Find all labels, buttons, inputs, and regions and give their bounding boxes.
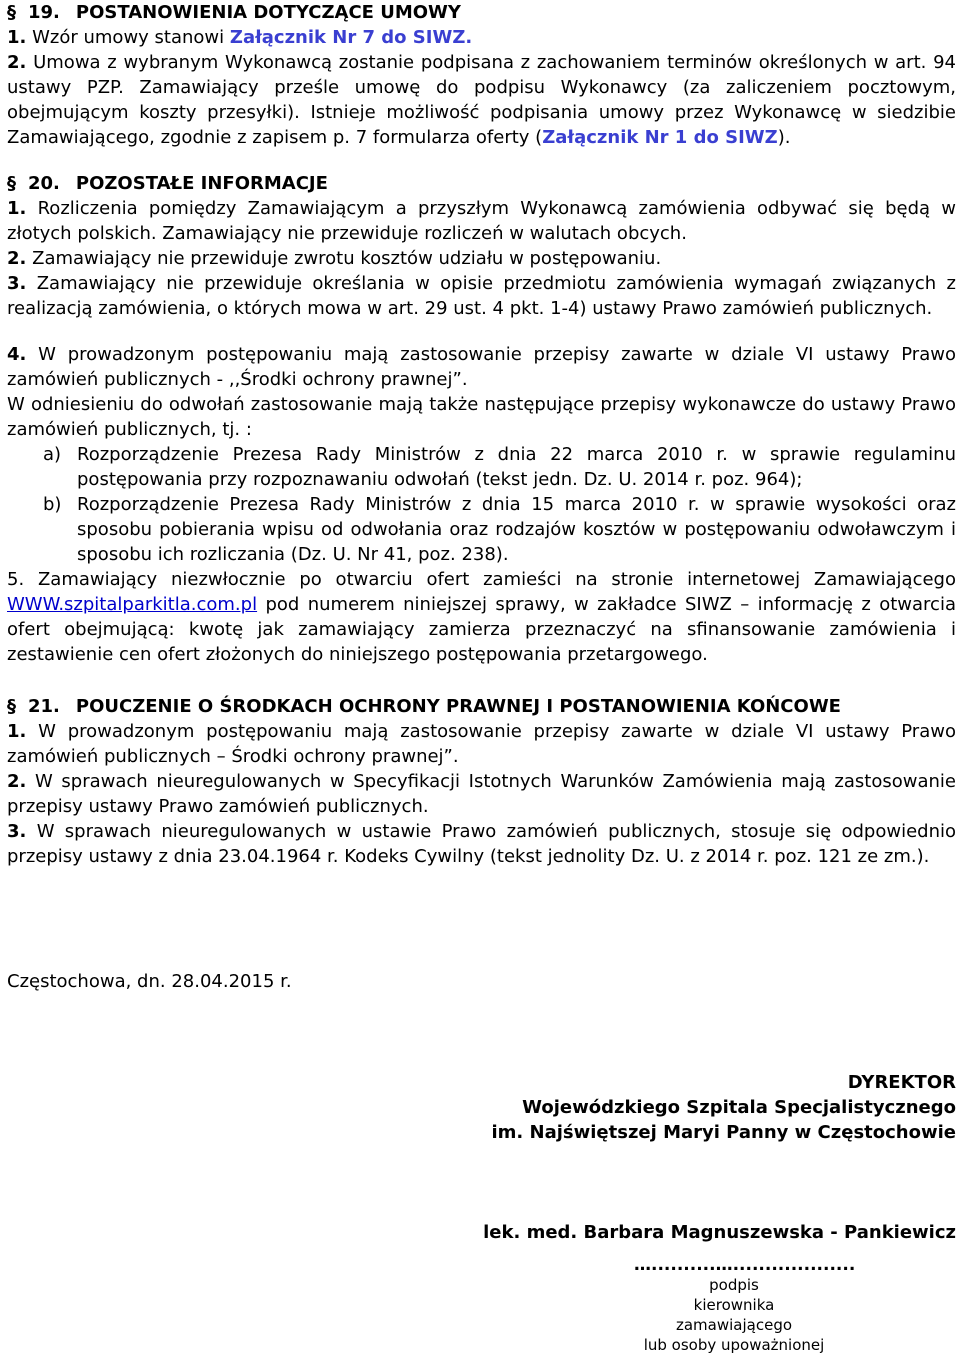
place-and-date: Częstochowa, dn. 28.04.2015 r. bbox=[7, 971, 292, 992]
point-text: Zamawiający niezwłocznie po otwarciu ofert zamieści na stronie internetowej Zamawiającego bbox=[37, 569, 956, 590]
signature-note bbox=[7, 1255, 956, 1357]
point-number: 3. bbox=[7, 821, 27, 842]
point-text: Zamawiający nie przewiduje zwrotu kosztów udziału w postępowaniu. bbox=[32, 248, 662, 269]
point-text: W prowadzonym postępowaniu mają zastosowanie przepisy zawarte w dziale VI ustawy Prawo zamówień publicznych – Środki ochrony prawnej”. bbox=[7, 721, 956, 767]
s20-subpoint-b bbox=[7, 492, 956, 567]
point-number: 1. bbox=[7, 721, 27, 742]
section-sign: § bbox=[7, 2, 16, 23]
point-text: W sprawach nieuregulowanych w Specyfikacji Istotnych Warunków Zamówienia mają zastosowanie przepisy ustawy Prawo zamówień publicznych. bbox=[7, 771, 956, 817]
point-text: W prowadzonym postępowaniu mają zastosowanie przepisy zawarte w dziale VI ustawy Prawo zamówień publicznych - ,,Środki ochrony prawnej”. bbox=[7, 344, 956, 390]
point-number: 5. bbox=[7, 569, 25, 590]
signature-block bbox=[7, 1070, 956, 1245]
point-number: 1. bbox=[7, 27, 27, 48]
attachment-1-ref: Załącznik Nr 1 do SIWZ bbox=[542, 127, 778, 148]
point-text: Umowa z wybranym Wykonawcą zostanie podpisana z zachowaniem terminów określonych w art. 94 ustawy PZP. Zamawiający prześle umowę do podpisu Wykonawcy (za zaliczeniem pocztowym, obejmującym koszty przesyłki). Istnieje możliwość podpisania umowy przez Wykonawcę w siedzibie Zamawiającego, zgodnie z zapisem p. 7 formularza oferty ( bbox=[7, 52, 956, 148]
s20-point-1 bbox=[7, 196, 956, 246]
point-text: Rozliczenia pomiędzy Zamawiającym a przyszłym Wykonawcą zamówienia odbywać się będą w złotych polskich. Zamawiający nie przewiduje rozliczeń w walutach obcych. bbox=[7, 198, 956, 244]
point-number: 4. bbox=[7, 344, 27, 365]
s20-point-4 bbox=[7, 342, 956, 392]
signatory-title: DYREKTOR bbox=[847, 1072, 956, 1093]
subpoint-text: Rozporządzenie Prezesa Rady Ministrów z dnia 15 marca 2010 r. w sprawie wysokości oraz sposobu pobierania wpisu od odwołania oraz rodzajów kosztów w postępowaniu odwoławczym i sposobu ich rozliczania (Dz. U. Nr 41, poz. 238). bbox=[77, 494, 956, 565]
s20-point-5 bbox=[7, 567, 956, 667]
point-number: 2. bbox=[7, 248, 27, 269]
subpoint-text: Rozporządzenie Prezesa Rady Ministrów z dnia 22 marca 2010 r. w sprawie regulaminu postępowania przy rozpoznawaniu odwołań (tekst jedn. Dz. U. 2014 r. poz. 964); bbox=[77, 444, 956, 490]
section-sign: § bbox=[7, 173, 16, 194]
note-line-1: podpis bbox=[709, 1276, 759, 1294]
note-line-2: kierownika zamawiającego bbox=[675, 1296, 793, 1334]
section-20-heading bbox=[7, 171, 956, 196]
s21-point-3 bbox=[7, 819, 956, 869]
s19-point-1 bbox=[7, 25, 956, 50]
section-title: POZOSTAŁE INFORMACJE bbox=[75, 173, 328, 194]
note-line-3: lub osoby upoważnionej bbox=[643, 1336, 825, 1354]
point-number: 2. bbox=[7, 52, 27, 73]
section-21-heading bbox=[7, 694, 956, 719]
section-number: 21. bbox=[28, 696, 60, 717]
institution-name-2: im. Najświętszej Maryi Panny w Częstochowie bbox=[491, 1122, 956, 1143]
institution-name: Wojewódzkiego Szpitala Specjalistycznego bbox=[522, 1097, 956, 1118]
subpoint-letter: a) bbox=[43, 444, 62, 465]
point-number: 2. bbox=[7, 771, 27, 792]
s20-subpoint-a bbox=[7, 442, 956, 492]
signatory-name: lek. med. Barbara Magnuszewska - Pankiewicz bbox=[483, 1222, 956, 1243]
section-number: 19. bbox=[28, 2, 60, 23]
attachment-7-ref: Załącznik Nr 7 do SIWZ. bbox=[229, 27, 473, 48]
signature-dots: …..........…................... bbox=[634, 1255, 856, 1275]
section-sign: § bbox=[7, 696, 16, 717]
point-number: 1. bbox=[7, 198, 27, 219]
s21-point-2 bbox=[7, 769, 956, 819]
point-text: Wzór umowy stanowi bbox=[32, 27, 225, 48]
section-title: POUCZENIE O ŚRODKACH OCHRONY PRAWNEJ I POSTANOWIENIA KOŃCOWE bbox=[75, 696, 841, 717]
point-text-end: ). bbox=[777, 127, 791, 148]
section-19-heading bbox=[7, 0, 956, 25]
s21-point-1 bbox=[7, 719, 956, 769]
point-text: W sprawach nieuregulowanych w ustawie Prawo zamówień publicznych, stosuje się odpowiednio przepisy ustawy z dnia 23.04.1964 r. Kodeks Cywilny (tekst jednolity Dz. U. z 2014 r. poz. 121 ze zm.). bbox=[7, 821, 956, 867]
point-number: 3. bbox=[7, 273, 27, 294]
s20-point-3 bbox=[7, 271, 956, 321]
s19-point-2 bbox=[7, 50, 956, 150]
section-number: 20. bbox=[28, 173, 60, 194]
s20-point-4-continuation: W odniesieniu do odwołań zastosowanie mają także następujące przepisy wykonawcze do ustawy Prawo zamówień publicznych, tj. : bbox=[7, 394, 956, 440]
subpoint-letter: b) bbox=[43, 494, 62, 515]
point-text-end: pod numerem niniejszej sprawy, w zakładce SIWZ – informację z otwarcia ofert obejmującą: kwotę jak zamawiający zamierza przeznaczyć na sfinansowanie zamówienia i zestawienie cen ofert złożonych do niniejszego postępowania przetargowego. bbox=[7, 594, 956, 665]
section-title: POSTANOWIENIA DOTYCZĄCE UMOWY bbox=[75, 2, 461, 23]
hospital-website-link[interactable]: WWW.szpitalparkitla.com.pl bbox=[7, 594, 258, 615]
point-text: Zamawiający nie przewiduje określania w opisie przedmiotu zamówienia wymagań związanych z realizacją zamówienia, o których mowa w art. 29 ust. 4 pkt. 1-4) ustawy Prawo zamówień publicznych. bbox=[7, 273, 956, 319]
s20-point-2 bbox=[7, 246, 956, 271]
